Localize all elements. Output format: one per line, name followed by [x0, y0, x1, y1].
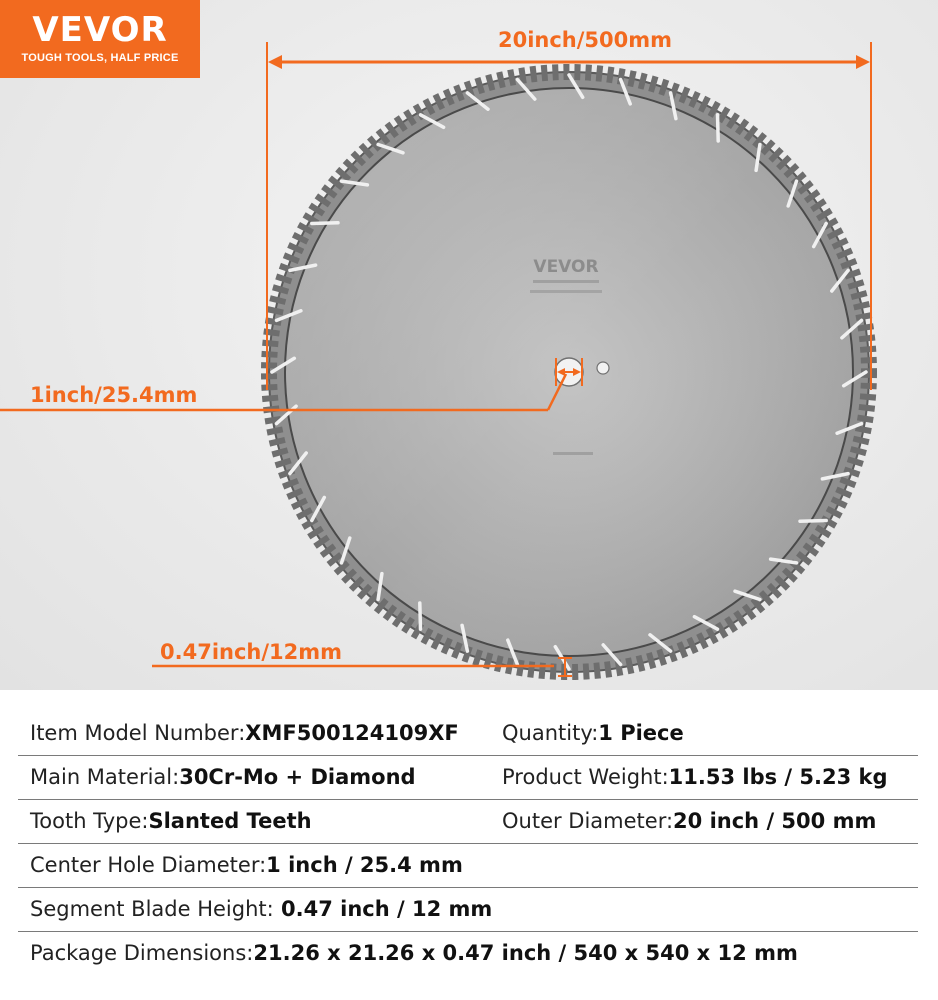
spec-row	[18, 800, 918, 844]
pin-hole	[597, 362, 609, 374]
spec-label: Segment Blade Height:	[30, 897, 274, 921]
spec-package-dimensions	[30, 941, 798, 966]
blade-gullet	[718, 115, 719, 141]
spec-value: 11.53 lbs / 5.23 kg	[668, 765, 888, 789]
spec-center-hole	[30, 853, 463, 878]
spec-label: Center Hole Diameter:	[30, 853, 267, 877]
spec-label: Tooth Type:	[30, 809, 149, 833]
spec-row	[18, 712, 918, 756]
spec-material	[30, 765, 416, 790]
spec-label: Product Weight:	[502, 765, 669, 789]
spec-outer-diameter	[502, 809, 876, 834]
diameter-dimension-label: 20inch/500mm	[497, 28, 673, 52]
spec-value: Slanted Teeth	[148, 809, 312, 833]
spec-row	[18, 888, 918, 932]
spec-row	[18, 844, 918, 888]
spec-label: Outer Diameter:	[502, 809, 674, 833]
spec-value: 20 inch / 500 mm	[673, 809, 877, 833]
segment-height-dimension-label: 0.47inch/12mm	[160, 640, 343, 664]
brand-name: VEVOR	[32, 10, 168, 50]
spec-tooth-type	[30, 809, 312, 834]
brand-logo	[0, 0, 200, 78]
center-hole-dimension-label: 1inch/25.4mm	[30, 383, 198, 407]
blade-gullet	[312, 223, 338, 224]
spec-value: 0.47 inch / 12 mm	[273, 897, 493, 921]
blade-gullet	[800, 521, 826, 522]
spec-label: Main Material:	[30, 765, 180, 789]
spec-value: XMF500124109XF	[245, 721, 459, 745]
spec-value: 1 inch / 25.4 mm	[266, 853, 463, 877]
spec-segment-height	[30, 897, 492, 922]
spec-value: 21.26 x 21.26 x 0.47 inch / 540 x 540 x 12 mm	[253, 941, 798, 965]
spec-weight	[502, 765, 888, 790]
blade-gullet	[420, 603, 421, 629]
spec-label: Quantity:	[502, 721, 599, 745]
spec-label: Package Dimensions:	[30, 941, 254, 965]
spec-label: Item Model Number:	[30, 721, 246, 745]
spec-item-model	[30, 721, 459, 746]
spec-quantity	[502, 721, 684, 746]
spec-value: 1 Piece	[598, 721, 684, 745]
specifications-table	[18, 712, 918, 976]
blade-engraving-brand: VEVOR	[533, 257, 599, 277]
spec-row	[18, 932, 918, 976]
spec-value: 30Cr-Mo + Diamond	[179, 765, 416, 789]
brand-tagline: TOUGH TOOLS, HALF PRICE	[21, 52, 179, 64]
spec-row	[18, 756, 918, 800]
